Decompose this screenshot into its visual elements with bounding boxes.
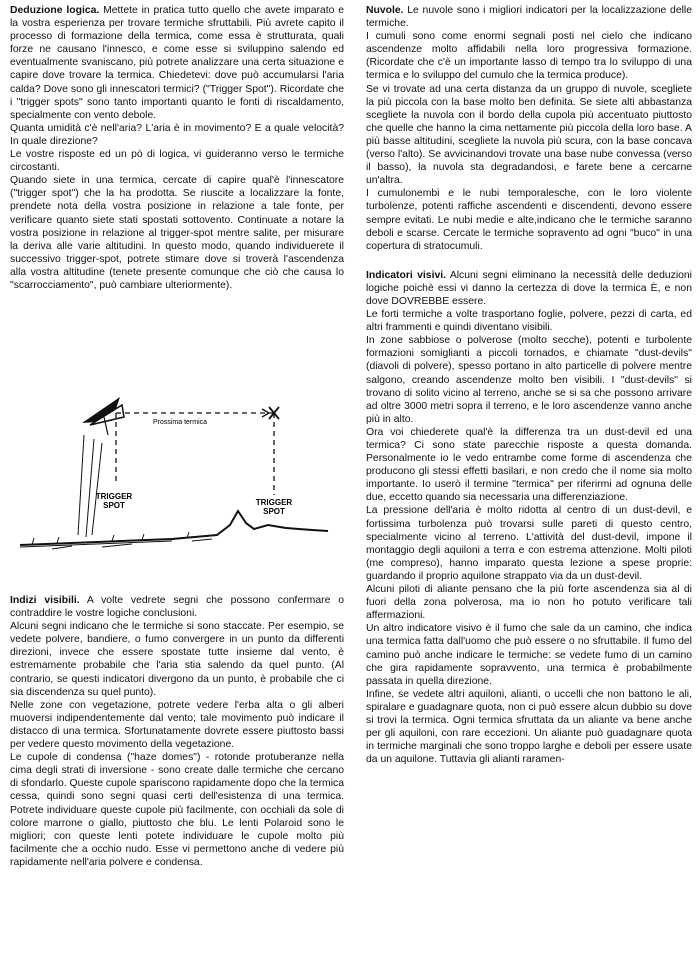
paragraph: La pressione dell'aria è molto ridotta al centro di un dust-devil, e fortissima turbolenza può trovarsi sulle pareti di questo centro, specialmente vicino al terreno. L'attività del dust-devil, impone il montaggio degli aquiloni a terra e con estrema attenzione. Molti piloti (me compreso), hanno imparato questa lezione a spese proprie: guardando il proprio aquilone strappato via da un dust-devil.: [366, 505, 692, 582]
paragraph: Se vi trovate ad una certa distanza da un gruppo di nuvole, scegliete la più piccola con la base molto ben definita. Se siete alti abbastanza scegliete la nuvola con il bordo della cupola più accentuato piuttosto che quelle che hanno la cima nettamente più piccola della loro base. A più basse altitudini, scegliete la nuvola più scura, con la base concava (verso l'alto). Se avvicinandovi trovate una base nube convessa (verso il basso), la nuvola sta degradandosi, e farete bene a cercarne un'altra.: [366, 83, 692, 187]
paragraph: Le vostre risposte ed un pò di logica, vi guideranno verso le termiche circostanti.: [10, 149, 344, 174]
paragraph: Un altro indicatore visivo è il fumo che sale da un camino, che indica una termica fatta dall'uomo che può essere o no sfruttabile. Il fumo del camino può anche indicare le termiche: se vedete fumo di un camino che gira rapidamente sopravvento, una termica è probabilmente passata in quella direzione.: [366, 623, 692, 687]
paragraph: Le forti termiche a volte trasportano foglie, polvere, pezzi di carta, ed altri frammenti e quindi diventano visibili.: [366, 309, 692, 334]
ground-line: [20, 511, 328, 545]
trigger-spot-right-label-line1: TRIGGER: [255, 498, 293, 507]
heading-nuvole: Nuvole.: [366, 5, 404, 16]
paragraph: Le nuvole sono i migliori indicatori per la localizzazione delle termiche.: [366, 5, 693, 30]
thermal-diagram: [12, 375, 332, 570]
section-spacer: [366, 253, 692, 269]
paragraph: I cumuli sono come enormi segnali posti nel cielo che indicano ascendenze molto affidabili nella loro progressiva formazione. (Ricordate che c'è un importante lasso di tempo tra lo sviluppo di una termica e lo sviluppo del cumulo che la termica produce).: [366, 31, 692, 82]
thermal-rising-lines: [78, 435, 102, 537]
trigger-spot-left-label-line2: SPOT: [103, 501, 125, 510]
left-column-bottom: [10, 594, 344, 869]
figure-caption: Prossima termica: [152, 419, 208, 426]
heading-deduzione-logica: Deduzione logica.: [10, 5, 100, 16]
paragraph: Mettete in pratica tutto quello che avete imparato e la vostra esperienza per trovare termiche sfruttabili. Più avrete capito il processo di formazione della termica, come essa è strutturata, quali forze ne causano l'innesco, e come esse si sviluppino salendo ed eventualmente svaniscano, più potrete analizzare una certa situazione e capire dove trovare la termica. Chiedetevi: dove può accumularsi l'aria calda? Dove sono gli innescatori termici? ("Trigger Spot"). Ricordate che i "trigger spots" sono tanto importanti quanto le fonti di riscaldamento, specialmente con vento debole.: [10, 5, 344, 121]
trigger-spot-left-label-line1: TRIGGER: [95, 492, 133, 501]
paragraph: I cumulonembi e le nubi temporalesche, con le loro violente turbolenze, potenti raffiche ascendenti e discendenti, devono essere sempre evitati. Le nubi medie e alte,indicano che le termiche saranno deboli e scarse. Cercate le termiche sopravento ad ogni "buco" in una copertura di stratocumuli.: [366, 188, 692, 252]
paragraph: Quanta umidità c'è nell'aria? L'aria è in movimento? E a quale velocità? In quale direzione?: [10, 122, 344, 147]
paragraph: Nelle zone con vegetazione, potrete vedere l'erba alta o gli alberi muoversi indipendentemente dal vento; tale movimento può indicare il distacco di una termica. Sfortunatamente dovrete essere piuttosto bassi per vedere questo movimento della vegetazione.: [10, 699, 344, 751]
paragraph: Ora voi chiederete qual'è la differenza tra un dust-devil ed una termica? Ci sono state parecchie risposte a questa domanda. Personalmente io le vedo entrambe come forme di ascendenza che producono gli stessi effetti basilari, e non credo che il nome sia molto importante. Io userò il termine "termica" per riferirmi ad ognuna delle due, eccetto quando sia necessaria una differenziazione.: [366, 426, 692, 504]
paragraph: Infine, se vedete altri aquiloni, alianti, o uccelli che non battono le ali, spiralare e guadagnare quota, non ci può essere alcun dubbio su dove si trovi la termica. Ogni termica sfruttata da un aliante va bene anche per gli aquiloni, con rare eccezioni. Un aliante può guadagnare quota in termiche marginali che sono troppo larghe e deboli per essere usate da un aquilone. Tuttavia gli alianti raramen-: [366, 688, 692, 766]
right-column: [366, 4, 692, 766]
thermal-illustration: [12, 375, 332, 570]
paragraph: Alcuni piloti di aliante pensano che la più forte ascendenza sia al di fuori della zona polverosa, ma io non ho potuto verificare tali affermazioni.: [366, 584, 692, 622]
paragraph: Alcuni segni indicano che le termiche si sono staccate. Per esempio, se vedete polvere, bandiere, o fumo convergere in un punto da differenti direzioni, invece che essere spostate tutte insieme dal vento, è estremamente probabile che l'aria stia salendo da quel punto. (Al contrario, se questi indicatori divergono da un punto, è probabile che ci sia discendenza su quel punto).: [10, 621, 344, 698]
paragraph: In zone sabbiose o polverose (molto secche), potenti e turbolente formazioni somiglianti a piccoli tornados, e chiamate "dust-devils" (diavoli di polvere), spesso portano in alto particelle di polvere mentre salgono, creando ascendenze molto ben visibili. I "dust-devils" si trovano di solito vicino al terreno, anche se si sa che possono arrivare ad oltre 3000 metri sopra il terreno, e le loro ascendenze vanno anche più in alto.: [366, 335, 692, 425]
paragraph: Le cupole di condensa ("haze domes") - rotonde protuberanze nella cima degli strati di inversione - sono create dalle termiche che cercano di sfondarlo. Queste cupole spariscono rapidamente dopo che la termica cessa, quindi sono segni quasi certi dell'esistenza di una termica. Potrete individuare queste cupole più facilmente, con occhiali da sole di colore marrone o giallo, piuttosto che blu. Le lenti Polaroid sono le migliori; con queste lenti potete individuare le cupole molto più facilmente che a occhio nudo. Esse vi permettono anche di vedere più rapidamente nell'aria polvere e condensa.: [10, 752, 344, 868]
kite-glider-icon: [82, 397, 124, 435]
section-indicatori: [366, 269, 692, 308]
section-indizi: [10, 594, 344, 620]
paragraph: Quando siete in una termica, cercate di capire qual'è l'innescatore ("trigger spot") che la ha prodotta. Se riuscite a localizzare la fonte, prendete nota della vostra posizione in relazione a tale fonte, per verificare quanto siete stati spostati sottovento. Continuate a notare la vostra posizione in relazione al trigger-spot mentre salite, per misurare la deriva alle varie altitudini. In questo modo, quando individuerete il successivo trigger-spot, potrete stimare dove si troverà l'ascendenza alla vostra altitudine (tenete presente comunque che ciò che causa lo "scarrocciamento", può cambiare ulteriormente).: [10, 175, 344, 291]
trigger-spot-right-label-line2: SPOT: [263, 507, 285, 516]
heading-indizi-visibili: Indizi visibili.: [10, 595, 80, 606]
section-nuvole: [366, 4, 692, 30]
section-deduzione: [10, 4, 344, 122]
left-column-top: [10, 4, 344, 292]
heading-indicatori-visivi: Indicatori visivi.: [366, 269, 447, 281]
paragraph: A volte vedrete segni che possono confermare o contraddire le vostre logiche conclusioni.: [10, 595, 344, 620]
paragraph: Alcuni segni eliminano la necessità delle deduzioni logiche poichè essi vi danno la certezza di dove la termica È, e non dove DOVREBBE essere.: [366, 269, 692, 307]
